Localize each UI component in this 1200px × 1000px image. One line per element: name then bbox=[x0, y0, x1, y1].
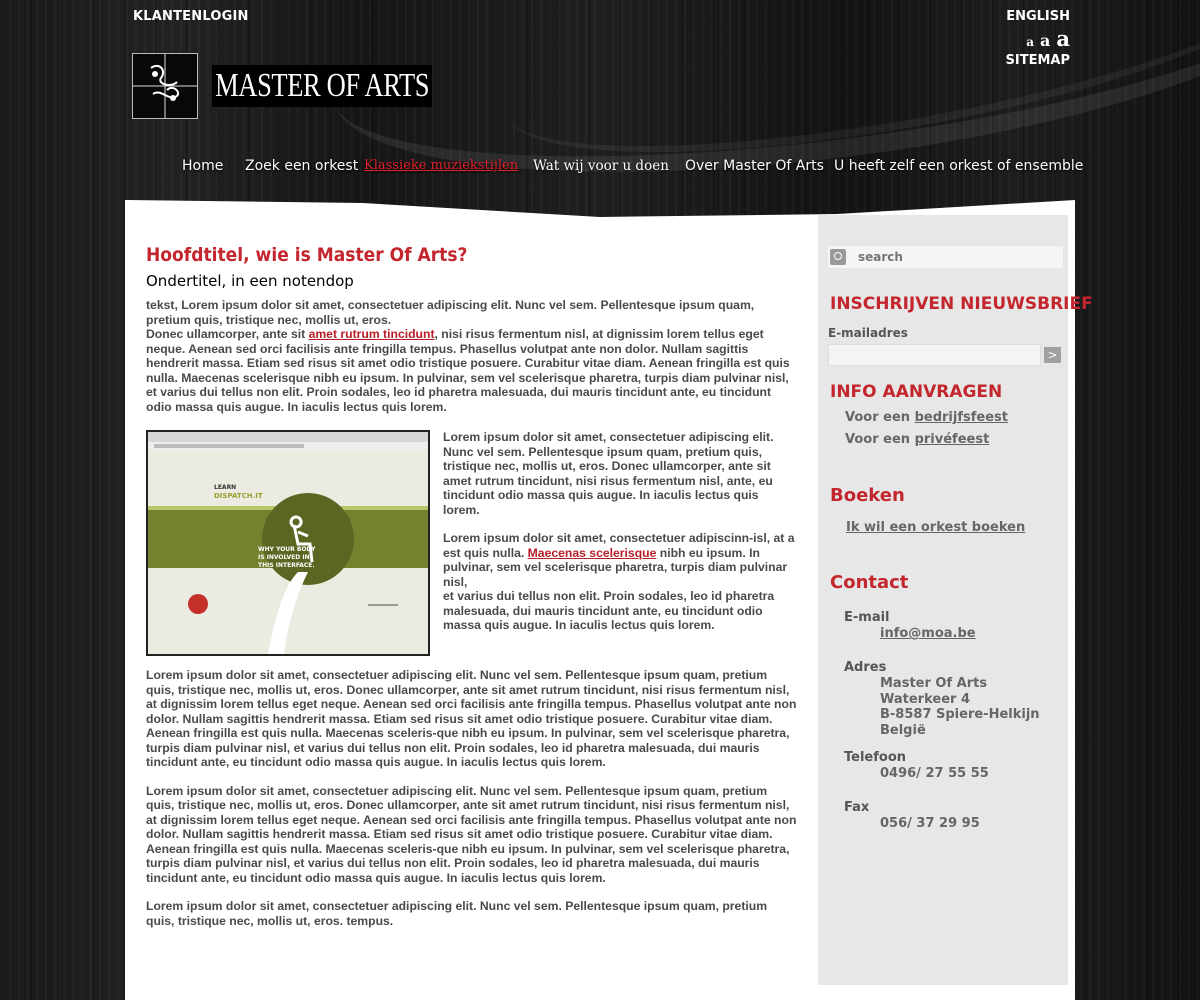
article-image bbox=[146, 430, 430, 656]
newsletter-submit-button[interactable]: > bbox=[1044, 347, 1061, 363]
intro-paragraph bbox=[146, 298, 798, 414]
bedrijfsfeest-link[interactable]: bedrijfsfeest bbox=[914, 410, 1008, 425]
privefeest-link[interactable]: privéfeest bbox=[914, 432, 990, 447]
client-login-link[interactable]: KLANTENLOGIN bbox=[133, 9, 249, 24]
newsletter-email-field[interactable] bbox=[828, 344, 1041, 366]
book-heading: Boeken bbox=[830, 485, 905, 506]
logo-mark-icon bbox=[132, 53, 198, 119]
main-navigation bbox=[0, 158, 1200, 180]
address-line-3: B-8587 Spiere-Helkijn bbox=[880, 707, 1040, 722]
side-paragraph-2 bbox=[443, 531, 798, 633]
figure-learn-text: LEARN bbox=[214, 484, 237, 491]
contact-email-link[interactable]: info@moa.be bbox=[880, 626, 976, 641]
info-item-prefix: Voor een bbox=[845, 432, 915, 447]
contact-phone: 0496/ 27 55 55 bbox=[880, 766, 989, 781]
sitemap-link[interactable]: SITEMAP bbox=[1005, 53, 1070, 68]
side-text-3: et varius dui tellus non elit. Proin sodales, leo id pharetra malesuada, dui mauris tincidunt ante, eu tincidunt odio massa quis augue. In iaculis lectus quis lorem. bbox=[443, 589, 775, 632]
contact-email-label: E-mail bbox=[844, 610, 890, 625]
side-paragraph-1: Lorem ipsum dolor sit amet, consectetuer adipiscing elit. Nunc vel sem. Pellentesque ipsum quam, pretium quis, tristique nec, mollis ut, eros. Donec ullamcorper, ante sit amet rutrum tincidunt, nisi risus fermentum nisl, ante, eu tincidunt odio massa quis augue. In iaculis lectus quis lorem. bbox=[443, 430, 774, 517]
intro-text-2: Donec ullamcorper, ante sit bbox=[146, 327, 309, 341]
page-subtitle: Ondertitel, in een notendop bbox=[146, 272, 354, 290]
body-paragraph-2: Lorem ipsum dolor sit amet, consectetuer adipiscing elit. Nunc vel sem. Pellentesque ipsum quam, pretium quis, tristique nec, mollis ut, eros. Donec ullamcorper, ante sit amet rutrum tincidunt, nisi risus fermentum nisl, at dignissim lorem tellus eget neque. Aenean sed orci facilisis ante fringilla tempus. Phasellus volutpat ante non dolor. Nullam sagittis hendrerit massa. Etiam sed risus sit amet odio tristique posuere. Curabitur vitae diam. Aenean fringilla est quis nulla. Maecenas sceleris-que nibh eu ipsum. In pulvinar, sem vel scelerisque pharetra, turpis diam pulvinar nisl, et varius dui tellus non elit. Proin sodales, leo id pharetra malesuada, dui mauris tincidunt ante, eu tincidunt odio massa quis augue. In iaculis lectus quis lorem. bbox=[146, 783, 797, 885]
email-label: E-mailadres bbox=[828, 326, 908, 340]
contact-phone-label: Telefoon bbox=[844, 750, 907, 765]
contact-email bbox=[880, 626, 976, 641]
contact-fax-label: Fax bbox=[844, 800, 870, 815]
font-size-large[interactable]: a bbox=[1056, 26, 1070, 51]
nav-item-over-master-of-arts[interactable]: Over Master Of Arts bbox=[685, 158, 824, 174]
contact-heading: Contact bbox=[830, 572, 909, 593]
address-line-1: Master Of Arts bbox=[880, 676, 988, 691]
language-link[interactable]: ENGLISH bbox=[1006, 9, 1070, 24]
nav-item-zoek-een-orkest[interactable]: Zoek een orkest bbox=[245, 158, 359, 174]
contact-address bbox=[880, 676, 1040, 738]
figure-row bbox=[146, 430, 798, 656]
address-line-2: Waterkeer 4 bbox=[880, 691, 971, 707]
site-logo[interactable] bbox=[132, 53, 494, 119]
info-heading: INFO AANVRAGEN bbox=[830, 382, 1003, 402]
info-item-privefeest bbox=[845, 432, 989, 447]
top-utility-links bbox=[1006, 9, 1070, 70]
book-orchestra-link[interactable]: Ik wil een orkest boeken bbox=[846, 520, 1026, 535]
font-size-small[interactable]: a bbox=[1026, 35, 1035, 49]
logo-text: MASTER OF ARTS bbox=[212, 65, 432, 107]
body-paragraph-1: Lorem ipsum dolor sit amet, consectetuer adipiscing elit. Nunc vel sem. Pellentesque ipsum quam, pretium quis, tristique nec, mollis ut, eros. Donec ullamcorper, ante sit amet rutrum tincidunt, nisi risus fermentum nisl, at dignissim lorem tellus eget neque. Aenean sed orci facilisis ante fringilla tempus. Phasellus volutpat ante non dolor. Nullam sagittis hendrerit massa. Etiam sed risus sit amet odio tristique posuere. Curabitur vitae diam. Aenean fringilla est quis nulla. Maecenas sceleris-que nibh eu ipsum. In pulvinar, sem vel scelerisque pharetra, turpis diam pulvinar nisl, et varius dui tellus non elit. Proin sodales, leo id pharetra malesuada, dui mauris tincidunt ante, eu tincidunt odio massa quis augue. In iaculis lectus quis lorem. bbox=[146, 668, 797, 769]
info-item-bedrijfsfeest bbox=[845, 410, 1008, 425]
figure-brand-text: DISPATCH.IT bbox=[214, 492, 263, 500]
nav-item-wat-wij-voor-u-doen[interactable]: Wat wij voor u doen bbox=[533, 158, 669, 174]
page-title: Hoofdtitel, wie is Master Of Arts? bbox=[146, 244, 468, 266]
book-item bbox=[846, 520, 1025, 535]
side-link[interactable]: Maecenas scelerisque bbox=[527, 545, 657, 560]
intro-text-3: , nisi risus fermentum nisl, at dignissim lorem tellus eget neque. Aenean sed orci facilisis ante fringilla tempus. Phasellus volutpat ante non dolor. Nullam sagittis hendrerit massa. Etiam sed risus sit amet odio tristique posuere. Curabitur vitae diam. Aenean fringilla est quis nulla. Maecenas scelerisque nibh eu ipsum. In pulvinar, sem vel scelerisque pharetra, turpis diam pulvinar nisl, et varius dui tellus non elit. Proin sodales, leo id pharetra malesuada, dui mauris tincidunt ante, eu tincidunt odio massa quis augue. In iaculis lectus quis lorem. bbox=[146, 327, 790, 414]
info-item-prefix: Voor een bbox=[845, 410, 915, 425]
side-text-2: nibh eu ipsum. In pulvinar, sem vel scelerisque pharetra, turpis diam pulvinar nisl, bbox=[443, 545, 788, 589]
contact-fax: 056/ 37 29 95 bbox=[880, 816, 980, 831]
figure-side-text bbox=[443, 430, 798, 656]
figure-caption-text: WHY YOUR BODY IS INVOLVED IN THIS INTERFACE. bbox=[258, 546, 316, 569]
main-content bbox=[146, 244, 798, 928]
newsletter-heading: INSCHRIJVEN NIEUWSBRIEF bbox=[830, 294, 1093, 314]
body-paragraph-3: Lorem ipsum dolor sit amet, consectetuer adipiscing elit. Nunc vel sem. Pellentesque ipsum quam, pretium quis, tristique nec, mollis ut, eros. tempus. bbox=[146, 899, 768, 928]
nav-item-eigen-orkest[interactable]: U heeft zelf een orkest of ensemble bbox=[834, 158, 1084, 174]
address-line-4: België bbox=[880, 722, 926, 738]
font-size-medium[interactable]: a bbox=[1040, 31, 1051, 50]
intro-link[interactable]: amet rutrum tincidunt bbox=[308, 327, 435, 341]
nav-item-home[interactable]: Home bbox=[182, 158, 224, 174]
contact-address-label: Adres bbox=[844, 660, 887, 675]
font-size-switcher bbox=[1006, 26, 1070, 51]
side-text-1: Lorem ipsum dolor sit amet, consectetuer adipiscinn-isl, at a est quis nulla. bbox=[443, 531, 795, 560]
search-box bbox=[828, 246, 1063, 268]
search-input[interactable] bbox=[856, 249, 1050, 265]
intro-text-1: tekst, Lorem ipsum dolor sit amet, consectetuer adipiscing elit. Nunc vel sem. Pellentesque ipsum quam, pretium quis, tristique nec, mollis ut, eros. bbox=[146, 298, 755, 327]
search-icon[interactable] bbox=[830, 249, 846, 265]
nav-item-klassieke-muziekstijlen[interactable]: Klassieke muziekstijlen bbox=[364, 158, 519, 173]
